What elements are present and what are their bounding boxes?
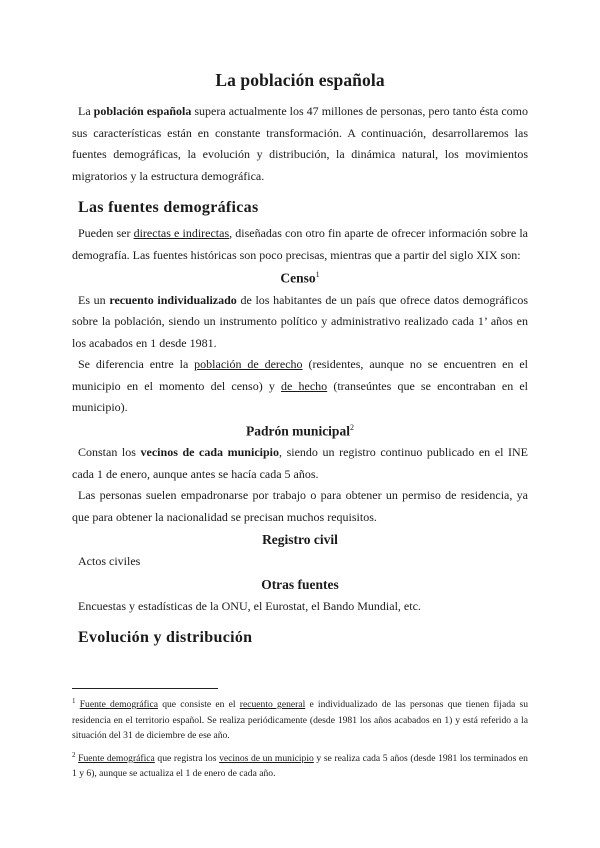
heading-otras-fuentes: Otras fuentes — [261, 576, 339, 592]
heading-padron: Padrón municipal$^2$ — [246, 422, 354, 438]
padron-bold-term: vecinos de cada municipio — [140, 445, 279, 459]
registro-paragraph: Actos civiles — [78, 554, 141, 568]
page-title: La población española — [215, 70, 385, 90]
fuentes-underlined-term: directas e indirectas — [133, 226, 230, 240]
document-body — [72, 70, 528, 653]
heading-fuentes: Las fuentes demográficas — [78, 199, 259, 216]
footnote-ref-2[interactable]: 2 — [349, 422, 354, 432]
censo-underlined-term-1: población de derecho — [194, 357, 303, 371]
censo-bold-term: recuento individualizado — [109, 292, 237, 307]
padron-paragraph-1: Constan los vecinos de cada municipio, siendo un registro continuo publicado en el INE cada 1 de enero, aunque antes se hacía cada 5 años. — [72, 445, 528, 481]
intro-bold-term: población española — [93, 104, 192, 118]
footnote-ref-1[interactable]: 1 — [315, 270, 320, 279]
footnote-1: $^1$ Fuente demográfica que consiste en el recuento general e individualizado de las personas que tienen fijada su residencia en el territorio español. Se realiza periódicamente (desde 1981 los años acabados en 1) y está referido a la situación del 31 de diciembre de ese año. — [72, 697, 529, 742]
footnotes — [72, 694, 528, 786]
heading-censo: Censo$^1$ — [280, 270, 320, 286]
otras-paragraph: Encuestas y estadísticas de la ONU, el Eurostat, el Bando Mundial, etc. — [78, 598, 421, 613]
heading-registro-civil: Registro civil — [262, 532, 338, 547]
fuentes-paragraph: Pueden ser directas e indirectas, diseñadas con otro fin aparte de ofrecer información sobre la demografía. Las fuentes históricas son poco precisas, mientras que a partir del siglo XIX son: — [72, 226, 528, 262]
padron-paragraph-2: Las personas suelen empadronarse por trabajo o para obtener un permiso de residencia, ya que para obtener la nacionalidad se precisan muchos requisitos. — [72, 488, 528, 524]
heading-evolucion: Evolución y distribución — [78, 629, 253, 646]
censo-underlined-term-2: de hecho — [281, 378, 328, 393]
censo-paragraph-2: Se diferencia entre la población de derecho (residentes, aunque no se encuentren en el municipio en el momento del censo) y de hecho (transeúntes que se encontraban en el municipio). — [72, 357, 529, 414]
footnote-2: $^2$ Fuente demográfica que registra los vecinos de un municipio y se realiza cada 5 años (desde 1981 los terminados en 1 y 6), aunque se actualiza el 1 de enero de cada año. — [72, 750, 528, 780]
footnote-separator — [72, 688, 218, 689]
censo-paragraph-1: Es un recuento individualizado de los habitantes de un país que ofrece datos demográficos sobre la población, siendo un instrumento político y administrativo realizado cada 1’ años en los acabados en 1 desde 1981. — [72, 292, 529, 350]
intro-paragraph: La población española supera actualmente los 47 millones de personas, pero tanto ésta como sus características están en constante transformación. A continuación, desarrollaremos las fuentes demográficas, la evolución y distribución, la dinámica natural, los movimientos migratorios y la estructura demográfica. — [72, 104, 528, 183]
